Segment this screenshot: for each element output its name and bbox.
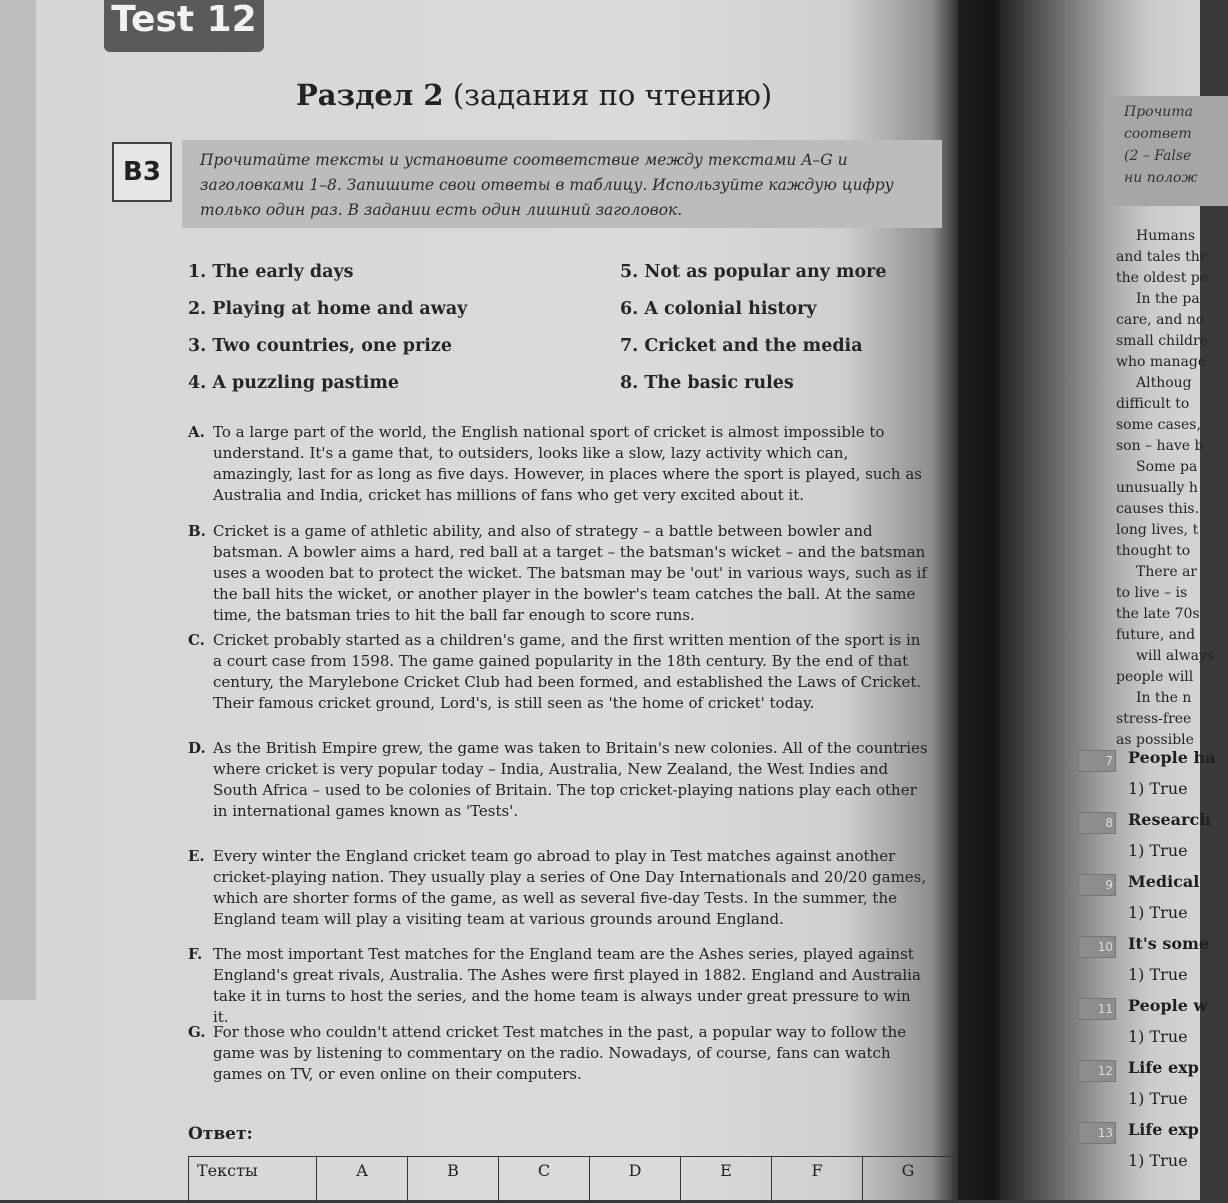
heading-item: 6. A colonial history: [620, 299, 817, 319]
right-instruction-line: Прочита: [1124, 104, 1193, 120]
heading-item: 8. The basic rules: [620, 373, 794, 393]
question-text: People ha: [1128, 748, 1216, 767]
text-item-a: [188, 422, 928, 506]
section-title-main: Раздел 2: [296, 78, 444, 112]
right-instruction-line: соответ: [1124, 126, 1192, 142]
right-instruction-line: ни полож: [1124, 170, 1198, 186]
answer-col-header: B: [408, 1157, 499, 1203]
text-letter: C.: [188, 631, 205, 649]
answer-col-header: C: [499, 1157, 590, 1203]
text-body: For those who couldn't attend cricket Test matches in the past, a popular way to follow the game was by listening to commentary on the radio. Nowadays, of course, fans can watch games on TV, or even online on their computers.: [213, 1023, 907, 1083]
right-body-line: In the pa: [1136, 291, 1200, 307]
heading-item: 3. Two countries, one prize: [188, 336, 452, 356]
text-body: The most important Test matches for the England team are the Ashes series, played against England's great rivals, Australia. The Ashes were first played in 1882. England and Australia take it in turns to host the series, and the home team is always under great pressure to win it.: [213, 945, 921, 1026]
answer-col-header: F: [772, 1157, 863, 1203]
heading-item: 7. Cricket and the media: [620, 336, 863, 356]
text-body: As the British Empire grew, the game was taken to Britain's new colonies. All of the countries where cricket is very popular today – India, Australia, New Zealand, the West Indies and South Africa – used to be colonies of Britain. The top cricket-playing nations play each other in international games known as 'Tests'.: [213, 739, 928, 820]
right-body-line: In the n: [1136, 690, 1192, 706]
text-item-b: [188, 521, 928, 626]
right-page: [1000, 0, 1216, 1200]
answer-row-header: Тексты: [189, 1157, 317, 1203]
right-body-line: the oldest pe: [1116, 270, 1209, 286]
heading-item: 1. The early days: [188, 262, 354, 282]
right-body-line: thought to: [1116, 543, 1191, 559]
right-body-line: stress-free: [1116, 711, 1192, 727]
question-number: 13: [1078, 1122, 1116, 1144]
answer-table: [188, 1156, 954, 1203]
right-body-line: people will: [1116, 669, 1194, 685]
question-text: Medical: [1128, 872, 1200, 891]
question-option: 1) True: [1128, 1089, 1188, 1108]
right-body-line: the late 70s: [1116, 606, 1200, 622]
question-text: Research: [1128, 810, 1211, 829]
right-body-line: some cases,: [1116, 417, 1201, 433]
answer-label: Ответ:: [188, 1124, 253, 1144]
question-text: Life exp: [1128, 1120, 1199, 1139]
right-instruction-line: (2 – False: [1124, 148, 1192, 164]
question-number: 12: [1078, 1060, 1116, 1082]
section-title-sub: (задания по чтению): [452, 78, 773, 112]
text-letter: D.: [188, 739, 206, 757]
right-body-line: Humans: [1136, 228, 1196, 244]
task-code-badge: B3: [112, 142, 172, 202]
answer-col-header: D: [590, 1157, 681, 1203]
right-body-line: Some pa: [1136, 459, 1198, 475]
question-option: 1) True: [1128, 841, 1188, 860]
question-number: 9: [1078, 874, 1116, 896]
question-text: Life exp: [1128, 1058, 1199, 1077]
right-body-line: and tales thr: [1116, 249, 1207, 265]
text-letter: A.: [188, 423, 205, 441]
question-option: 1) True: [1128, 1151, 1188, 1170]
right-body-line: long lives, t: [1116, 522, 1199, 538]
page-margin-strip: [0, 0, 36, 1000]
right-body-line: There ar: [1136, 564, 1198, 580]
text-item-e: [188, 846, 928, 930]
text-item-c: [188, 630, 928, 714]
text-letter: G.: [188, 1023, 206, 1041]
question-number: 10: [1078, 936, 1116, 958]
text-body: Cricket probably started as a children's game, and the first written mention of the sport is in a court case from 1598. The game gained popularity in the 18th century. By the end of that century, the Marylebone Cricket Club had been formed, and established the Laws of Cricket. Their famous cricket ground, Lord's, is still seen as 'the home of cricket' today.: [213, 631, 922, 712]
text-letter: E.: [188, 847, 205, 865]
right-body-line: to live – is: [1116, 585, 1188, 601]
heading-item: 2. Playing at home and away: [188, 299, 468, 319]
text-item-g: [188, 1022, 928, 1085]
question-text: People w: [1128, 996, 1208, 1015]
text-item-f: [188, 944, 928, 1028]
right-body-line: will always: [1136, 648, 1215, 664]
answer-col-header: G: [863, 1157, 954, 1203]
right-body-line: small childre: [1116, 333, 1208, 349]
question-text: It's some: [1128, 934, 1210, 953]
text-item-d: [188, 738, 928, 822]
question-number: 11: [1078, 998, 1116, 1020]
text-body: Every winter the England cricket team go abroad to play in Test matches against another cricket-playing nation. They usually play a series of One Day Internationals and 20/20 games, which are shorter forms of the game, as well as several five-day Tests. In the summer, the England team will play a visiting team at various grounds around England.: [213, 847, 927, 928]
test-label: Test 12: [104, 0, 264, 52]
right-body-line: causes this.: [1116, 501, 1200, 517]
question-number: 7: [1078, 750, 1116, 772]
task-instructions: Прочитайте тексты и установите соответствие между текстами A–G и заголовками 1–8. Запишите свои ответы в таблицу. Используйте каждую цифру только один раз. В задании есть один лишний заголовок.: [200, 151, 894, 219]
right-body-line: as possible: [1116, 732, 1194, 748]
text-body: Cricket is a game of athletic ability, and also of strategy – a battle between bowler and batsman. A bowler aims a hard, red ball at a target – the batsman's wicket – and the batsman uses a wooden bat to protect the wicket. The batsman may be 'out' in various ways, such as if the ball hits the wicket, or another player in the bowler's team catches the ball. At the same time, the batsman tries to hit the ball far enough to score runs.: [213, 522, 927, 624]
text-letter: B.: [188, 522, 206, 540]
question-option: 1) True: [1128, 903, 1188, 922]
right-body-line: who manage: [1116, 354, 1207, 370]
text-letter: F.: [188, 945, 203, 963]
right-body-line: son – have b: [1116, 438, 1204, 454]
heading-item: 5. Not as popular any more: [620, 262, 887, 282]
right-body-line: future, and: [1116, 627, 1196, 643]
question-number: 8: [1078, 812, 1116, 834]
answer-col-header: E: [681, 1157, 772, 1203]
question-option: 1) True: [1128, 1027, 1188, 1046]
right-body-line: unusually h: [1116, 480, 1198, 496]
right-body-line: Althoug: [1136, 375, 1192, 391]
question-option: 1) True: [1128, 779, 1188, 798]
text-body: To a large part of the world, the English national sport of cricket is almost impossible to understand. It's a game that, to outsiders, looks like a slow, lazy activity which can, amazingly, last for as long as five days. However, in places where the sport is played, such as Australia and India, cricket has millions of fans who get very excited about it.: [213, 423, 922, 504]
question-option: 1) True: [1128, 965, 1188, 984]
answer-col-header: A: [317, 1157, 408, 1203]
right-body-line: difficult to: [1116, 396, 1190, 412]
section-title: [296, 78, 772, 112]
right-body-line: care, and no: [1116, 312, 1205, 328]
heading-item: 4. A puzzling pastime: [188, 373, 400, 393]
